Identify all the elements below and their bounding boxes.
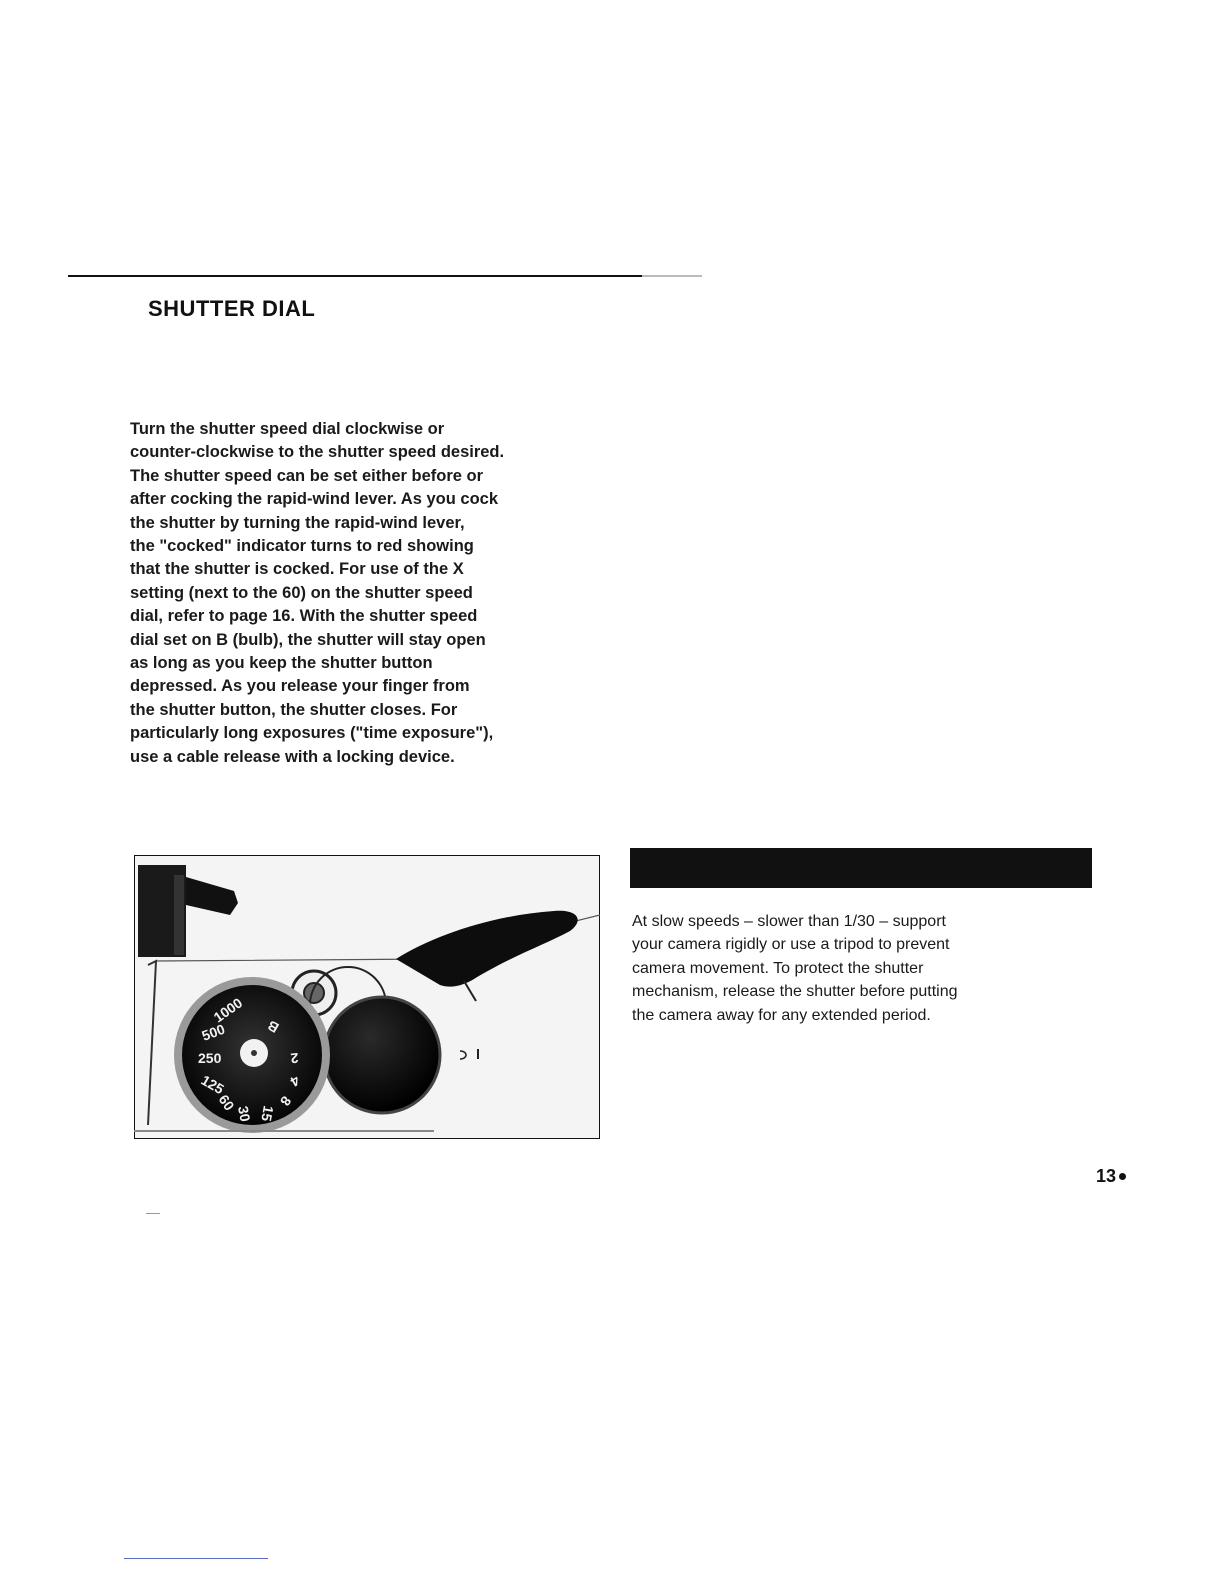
tip-line: the camera away for any extended period. (632, 1006, 931, 1024)
dial-label: 30 (235, 1104, 254, 1123)
body-line: Turn the shutter speed dial clockwise or (130, 420, 445, 438)
bullet-icon (1119, 1173, 1126, 1180)
dial-label: 60 (215, 1091, 238, 1114)
page-number-text: 13 (1096, 1166, 1117, 1186)
body-line: as long as you keep the shutter button (130, 654, 433, 673)
dial-label: 1000 (210, 994, 246, 1026)
tip-line: your camera rigidly or use a tripod to prevent (632, 936, 950, 954)
body-line: dial set on B (bulb), the shutter will stay open (130, 630, 486, 649)
scan-mark (146, 1213, 160, 1214)
dial-label: B (264, 1017, 282, 1037)
tip-heading-bar (630, 848, 1092, 888)
dial-label: 15 (258, 1104, 277, 1123)
body-line: counter-clockwise to the shutter speed desired. (130, 443, 505, 462)
bottom-rule (124, 1558, 268, 1559)
body-line: The shutter speed can be set either before or (130, 466, 484, 485)
tip-line: camera movement. To protect the shutter (632, 959, 924, 977)
page-number (1096, 1166, 1126, 1187)
body-line: the shutter by turning the rapid-wind lever, (130, 513, 465, 532)
body-line: after cocking the rapid-wind lever. As you cock (130, 490, 498, 509)
tip-text (632, 910, 1072, 1027)
body-line: use a cable release with a locking device. (130, 747, 455, 766)
top-divider (68, 275, 702, 277)
dial-label: 125 (198, 1071, 227, 1098)
shutter-dial-photo (134, 855, 600, 1139)
dial-label: 8 (277, 1093, 295, 1109)
body-line: particularly long exposures ("time exposure"), (130, 724, 494, 743)
dial-label: 250 (198, 1050, 222, 1066)
dial-label: 500 (199, 1020, 227, 1044)
body-line: that the shutter is cocked. For use of the X (130, 560, 464, 579)
dial-label: 4 (287, 1072, 303, 1091)
tip-line: mechanism, release the shutter before putting (632, 983, 958, 1001)
body-line: depressed. As you release your finger from (130, 677, 470, 696)
body-line: the "cocked" indicator turns to red showing (130, 537, 474, 556)
body-line: dial, refer to page 16. With the shutter speed (130, 607, 478, 626)
body-line: the shutter button, the shutter closes. For (130, 700, 458, 719)
section-title: SHUTTER DIAL (148, 296, 316, 321)
dial-label: 2 (289, 1050, 300, 1067)
body-line: setting (next to the 60) on the shutter speed (130, 583, 473, 602)
body-text (130, 418, 590, 769)
tip-line: At slow speeds – slower than 1/30 – support (632, 913, 946, 930)
